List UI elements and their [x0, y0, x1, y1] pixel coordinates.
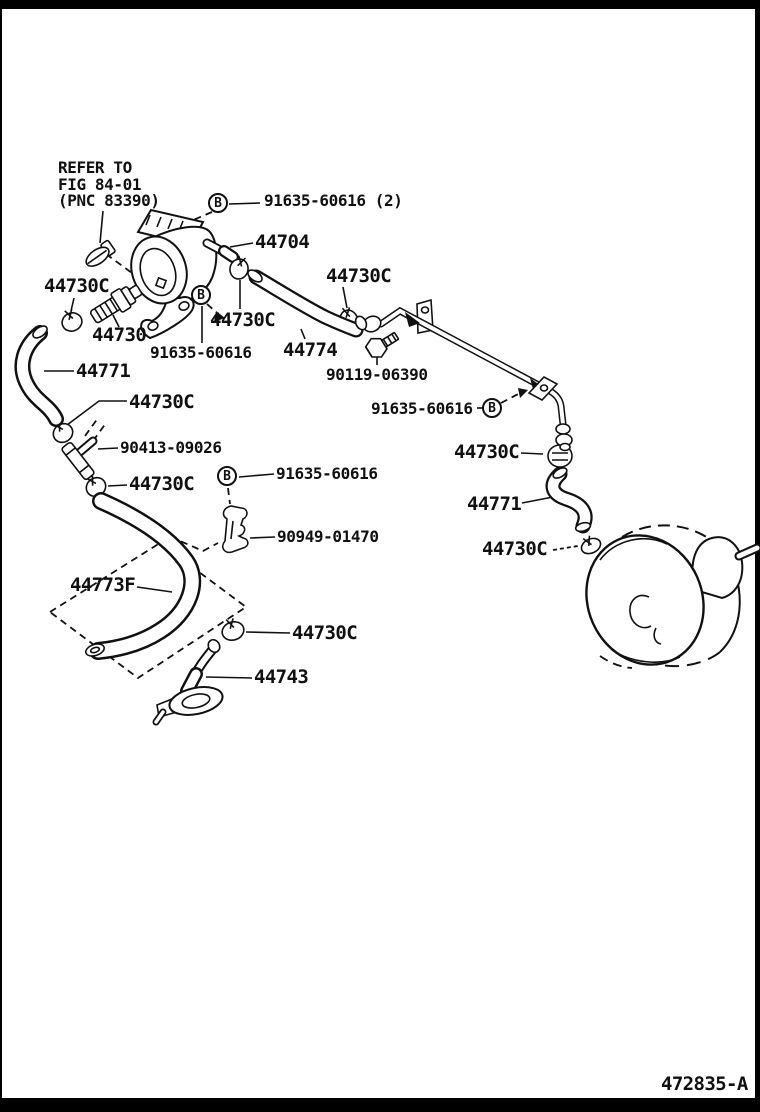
part-label-44704[interactable]: 44704	[255, 231, 310, 253]
part-label-90949-01470[interactable]: 90949-01470	[277, 527, 379, 546]
part-label-44730c-7[interactable]: 44730C	[129, 473, 195, 495]
part-label-90119-06390[interactable]: 90119-06390	[326, 365, 428, 384]
hose-44771-right	[552, 466, 592, 533]
part-label-44730c-8[interactable]: 44730C	[292, 622, 358, 644]
part-label-91635-60616-b[interactable]: 91635-60616	[371, 399, 473, 418]
clamp-44730c-8	[219, 615, 247, 643]
note-pnc-83390: (PNC 83390)	[58, 191, 160, 210]
part-label-44771-right[interactable]: 44771	[467, 493, 522, 515]
part-label-44773f[interactable]: 44773F	[70, 574, 136, 596]
part-label-91635-60616-c[interactable]: 91635-60616	[276, 464, 378, 483]
clamp-44730c-1	[58, 306, 84, 334]
part-label-44730c-5[interactable]: 44730C	[482, 538, 548, 560]
part-label-44730c-6[interactable]: 44730C	[129, 391, 195, 413]
part-label-44771-left[interactable]: 44771	[76, 360, 131, 382]
figure-number: 472835-A	[661, 1073, 748, 1095]
bolt-marker-b-1: B	[208, 193, 228, 213]
part-label-44730c-2[interactable]: 44730C	[210, 309, 276, 331]
part-label-44730c-3[interactable]: 44730C	[326, 265, 392, 287]
part-label-44774[interactable]: 44774	[283, 339, 338, 361]
part-label-91635-60616-qty2[interactable]: 91635-60616 (2)	[264, 191, 403, 210]
note-fig-84-01: FIG 84-01	[58, 175, 142, 194]
bolt-marker-b-4: B	[217, 466, 237, 486]
bolt-marker-b-3: B	[482, 398, 502, 418]
connector-90413-09026	[61, 441, 95, 480]
part-label-44743[interactable]: 44743	[254, 666, 309, 688]
part-label-91635-60616-a[interactable]: 91635-60616	[150, 343, 252, 362]
connector-44743	[156, 638, 225, 722]
check-valve-83390	[82, 240, 116, 270]
note-refer-to: REFER TO	[58, 158, 132, 177]
tube-clamp-90949-01470	[223, 506, 248, 552]
part-label-44730c-1[interactable]: 44730C	[44, 275, 110, 297]
bolt-marker-b-2: B	[191, 285, 211, 305]
part-label-44730c-4[interactable]: 44730C	[454, 441, 520, 463]
part-label-90413-09026[interactable]: 90413-09026	[120, 438, 222, 457]
part-label-44730[interactable]: 44730	[92, 324, 147, 346]
